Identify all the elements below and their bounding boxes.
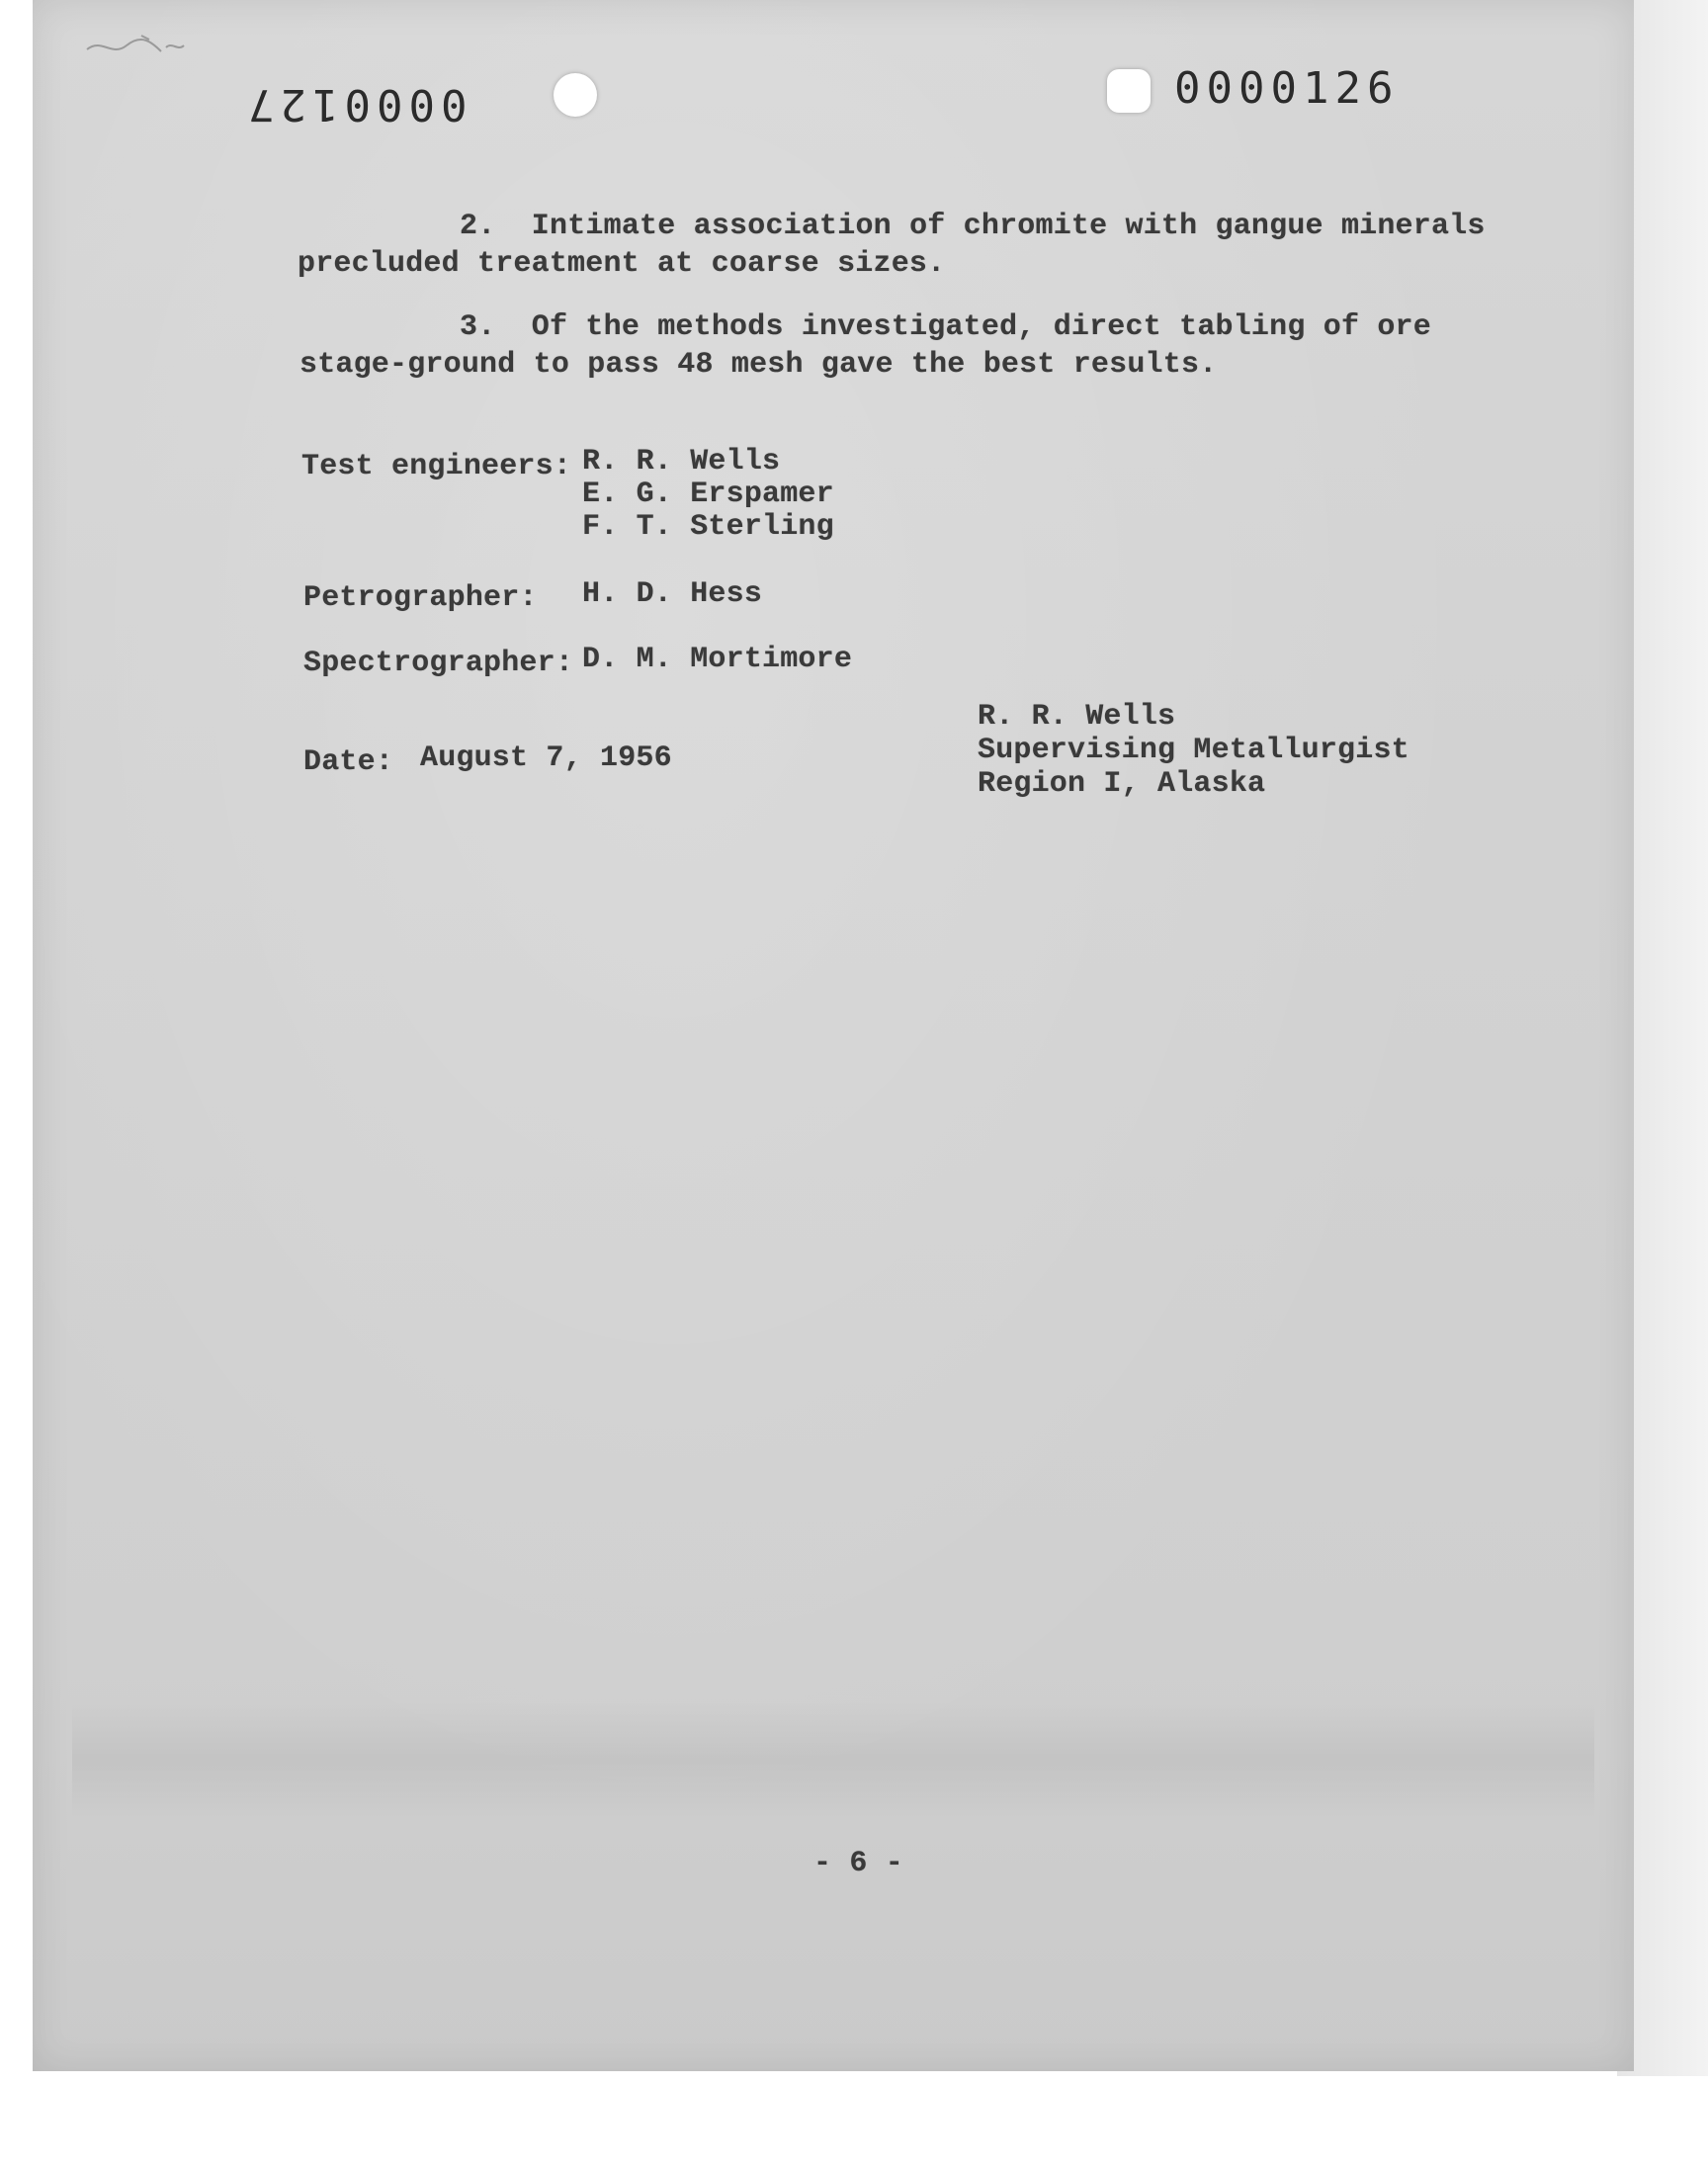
- signature-name: R. R. Wells: [978, 700, 1176, 734]
- item-2-line-1: 2. Intimate association of chromite with gangue minerals: [460, 210, 1486, 243]
- item-3-line-1: 3. Of the methods investigated, direct tabling of ore: [460, 310, 1431, 344]
- test-engineer-2: E. G. Erspamer: [582, 478, 834, 511]
- petrographer-label: Petrographer:: [303, 581, 538, 615]
- item-3-line-2: stage-ground to pass 48 mesh gave the best results.: [299, 348, 1218, 382]
- item-2-line-2: precluded treatment at coarse sizes.: [298, 247, 946, 281]
- signature-region: Region I, Alaska: [978, 767, 1266, 801]
- date-label: Date:: [303, 745, 394, 779]
- spectrographer-label: Spectrographer:: [303, 647, 574, 680]
- punch-hole-left: [554, 73, 597, 117]
- page-stamp-number: 0000126: [1174, 63, 1400, 114]
- document-page: [33, 0, 1634, 2071]
- test-engineer-1: R. R. Wells: [582, 445, 781, 478]
- test-engineers-label: Test engineers:: [301, 450, 572, 483]
- mirrored-page-stamp: 0000127: [242, 79, 468, 130]
- signature-title: Supervising Metallurgist: [978, 734, 1409, 767]
- spectrographer-name: D. M. Mortimore: [582, 643, 853, 676]
- petrographer-name: H. D. Hess: [582, 577, 763, 611]
- page-number: - 6 -: [813, 1847, 904, 1880]
- corner-pencil-mark: [82, 28, 191, 67]
- punch-hole-right: [1107, 69, 1151, 113]
- test-engineer-3: F. T. Sterling: [582, 510, 834, 544]
- date-value: August 7, 1956: [420, 741, 672, 775]
